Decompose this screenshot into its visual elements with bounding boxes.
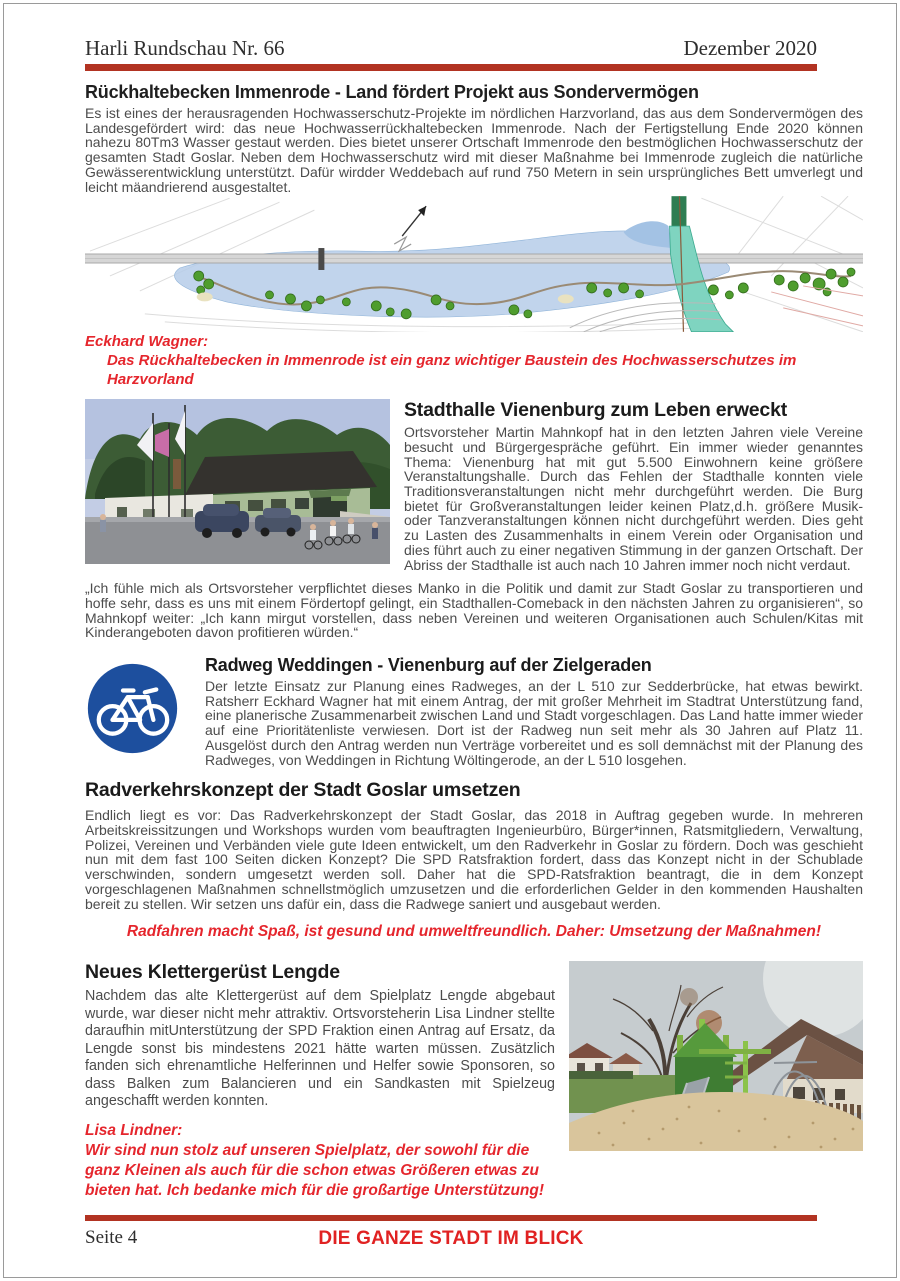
stadthalle-photo: [85, 399, 390, 564]
article-radweg: [85, 655, 863, 767]
article-body-radverkehr: Endlich liegt es vor: Das Radverkehrskonzept der Stadt Goslar, das 2018 in Auftrag gegeben wurde. In mehreren Arbeitskreissitzungen und Workshops wurden vom beauftragten Ingenieurbüro, Bürger*innen, Ratsmitgliedern, Verwaltung, Polizei, Vereinen und Verbänden viele gute Ideen entwickelt, um den Radverkehr in Goslar zu fördern. Doch was geschieht nun mit dem fast 100 Seiten dicken Konzept? Die SPD Ratsfraktion fordert, dass das Konzept nicht in der Schublade verschwinden, sondern umgesetzt werden soll. Daher hat die SPD-Ratsfraktion beantragt, die in dem Konzept vorgeschlagenen Maßnahmen schnellstmöglich umzusetzen und die erforderlichen Gelder in den kommenden Haushalten bereit zu stellen. Wir setzen uns dafür ein, dass die Radwege saniert und ausgebaut werden.: [85, 807, 863, 912]
footer-rule: [85, 1215, 817, 1221]
plan-detail: [558, 295, 574, 304]
footer-motto: DIE GANZE STADT IM BLICK: [318, 1227, 584, 1249]
playground-photo: [569, 961, 863, 1151]
quote-author: Lisa Lindner:: [85, 1121, 183, 1139]
plan-detail: [197, 293, 213, 302]
article-title-rueckhaltebecken: Rückhaltebecken Immenrode - Land fördert Projekt aus Sondervermögen: [85, 82, 699, 102]
article-title-stadthalle: Stadthalle Vienenburg zum Leben erweckt: [404, 399, 788, 422]
article-stadthalle-text: [404, 399, 863, 572]
article-body-rueckhaltebecken: Es ist eines der herausragenden Hochwasserschutz-Projekte im nördlichen Harzvorland, das aus dem Sondervermögen des Landesgefördert wird: das neue Hochwasserrückhaltebecken Immenrode. Nach der Fertigstellung Ende 2020 können nahezu 80Tm3 Wasser gestaut werden. Dies bietet unserer Ortschaft Immenrode den bestmöglichen Hochwasserschutz der gesamten Stadt Goslar. Neben dem Hochwasserschutz wird mit dieser Maßnahme bei Immenrode zugleich die natürliche Gewässerentwicklung unterstützt. Dafür wirdder Weddebach auf rund 750 Metern in sein ursprüngliches Bett umverlegt und leicht mäandrierend ausgestaltet.: [85, 105, 863, 195]
article-title-kletter: Neues Klettergerüst Lengde: [85, 961, 340, 984]
article-kletter-text: [85, 961, 555, 1201]
sign-box: [85, 655, 205, 767]
header-rule: [85, 64, 817, 71]
article-radweg-text: [205, 655, 863, 767]
article-body-stadthalle: Ortsvorsteher Martin Mahnkopf hat in den letzten Jahren viele Vereine besucht und Bürgergespräche geführt. Ein immer wieder genanntes Thema: Vienenburg hat mit gut 5.500 Einwohnern keine größere Veranstaltungshalle. Durch das Fehlen der Stadthalle konnten viele Traditionsveranstaltungen nicht mehr durchgeführt werden. Die Burg bietet für Großveranstaltungen leider keinen Platz,d.h. größere Musik- oder Tanzveranstaltungen können nicht durchgeführt werden. Dies geht zu Lasten des Zusammenhalts in einem Verein oder Organisation und dies führt auch zu einer negativen Stimmung in der ganzen Ortschaft. Der Abriss der Stadthalle ist auch nach 10 Jahren immer noch nicht verdaut.: [404, 424, 863, 573]
article-radverkehr: [85, 779, 863, 941]
article-body-kletter: Nachdem das alte Klettergerüst auf dem Spielplatz Lengde abgebaut wurde, war dieser nicht mehr attraktiv. Ortsvorsteherin Lisa Lindner stellte daraufhin mitUnterstützung der SPD Fraktion einen Antrag auf Ersatz, da Lengde sonst bis mindestens 2021 hätte warten müssen. Zusätzlich fanden sich ehrenamtliche Helferinnen und Helfer sowie Sponsoren, so dass Balken zum Balancieren und ein Sandkasten mit Spielzeug angeschafft werden konnten.: [85, 988, 555, 1110]
article-title-radverkehr: Radverkehrskonzept der Stadt Goslar umsetzen: [85, 779, 521, 802]
page-number: Seite 4: [85, 1226, 138, 1248]
quote-author: Eckhard Wagner:: [85, 333, 209, 351]
newsletter-title: Harli Rundschau Nr. 66: [85, 36, 285, 60]
quote-text: Wir sind nun stolz auf unseren Spielplatz, der sowohl für die ganz Kleinen als auch für die schon etwas Größeren etwas zu bieten hat. Ich bedanke mich für die großartige Unterstützung!: [85, 1141, 545, 1199]
basin-plan-image: [85, 196, 863, 332]
article-stadthalle: [85, 399, 863, 572]
quote-block-lindner: [85, 1121, 555, 1201]
masthead: [85, 36, 817, 61]
footer: [85, 1227, 817, 1255]
quote-text: Das Rückhaltebecken in Immenrode ist ein ganz wichtiger Baustein des Hochwasserschutzes im Harzvorland: [107, 352, 797, 389]
radverkehr-slogan: Radfahren macht Spaß, ist gesund und umweltfreundlich. Daher: Umsetzung der Maßnahmen!: [126, 923, 822, 941]
article-body-radweg: Der letzte Einsatz zur Planung eines Radweges, an der L 510 zur Sedderbrücke, hat etwas bewirkt. Ratsherr Eckhard Wagner hat mit einem Antrag, der mit großer Mehrheit im Stadtrat Unterstützung fand, eine planerische Zusammenarbeit zwischen Land und Stadt vorgeschlagen. Das Land hatte immer wieder auf eine Prioritätenliste verwiesen. Dort ist der Radweg nun seit mehr als 30 Jahren auf Platz 11. Ausgelöst durch den Antrag werden nun Verträge vorbereitet und es soll demnächst mit der Planung des Radweges, von Weddingen in Richtung Wöltingerode, an der L 510 losgehen.: [205, 678, 863, 768]
issue-date: Dezember 2020: [683, 36, 817, 60]
quote-block-wagner: [85, 332, 863, 389]
mahnkopf-quote: „Ich fühle mich als Ortsvorsteher verpflichtet dieses Manko in die Politik und damit zur Stadt Goslar zu transportieren und hoffe sehr, dass es uns mit einem Fördertopf gelingt, ein Stadthallen-Comeback in den nächsten Jahren zu organisieren“, so Mahnkopf weiter: „Ich kann mirgut vorstellen, dass neben Vereinen und weiteren Organisationen auch Schulen/Kitas mit Kinderangeboten davon profitieren würden.“: [85, 580, 863, 641]
article-title-radweg: Radweg Weddingen - Vienenburg auf der Zielgeraden: [205, 655, 652, 676]
page-content: [85, 36, 863, 1255]
bicycle-sign-icon: [85, 661, 180, 756]
article-kletter: [85, 961, 863, 1201]
